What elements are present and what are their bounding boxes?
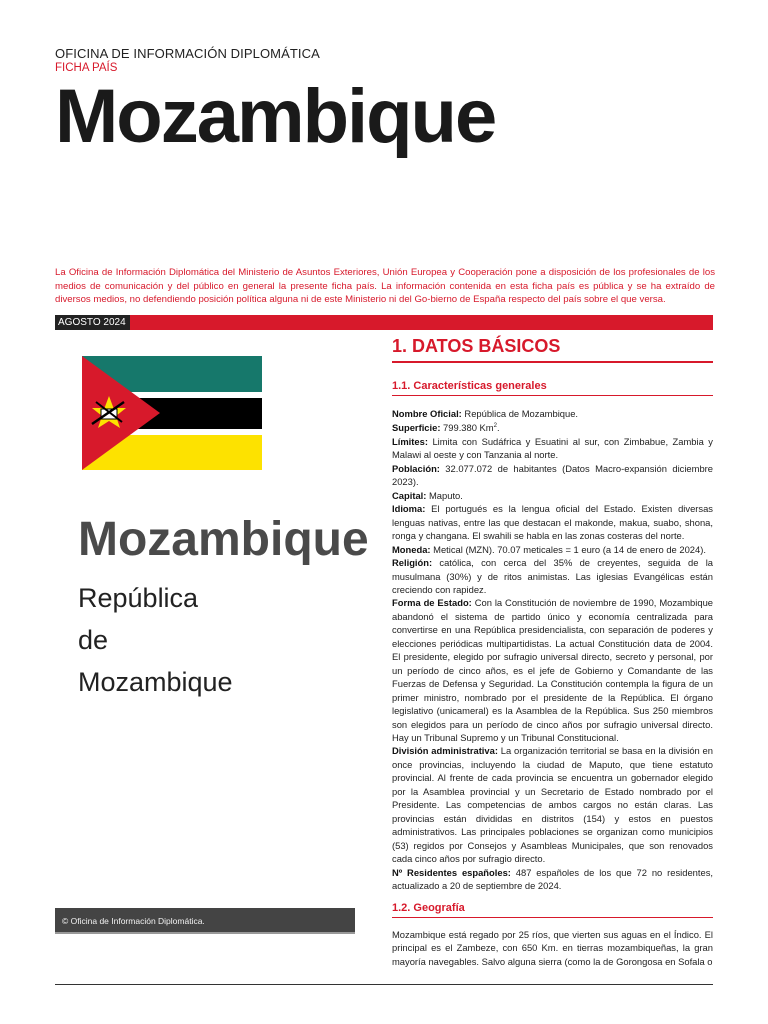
data-field-suffix: . [496, 422, 500, 434]
mozambique-flag [82, 356, 262, 470]
data-field [392, 744, 713, 865]
data-field-label: Forma de Estado: [392, 597, 472, 609]
data-field-value: El portugués es la lengua oficial del Estado. Existen diversas lenguas nativas, entre las que destacan el makonde, makua, suabo, shona, ronga y changana. El swahili se habla en las zonas costeras del norte. [392, 503, 713, 542]
data-field-value: Maputo. [426, 489, 463, 501]
data-field [392, 489, 713, 502]
subsection-title-geography: 1.2. Geografía [392, 902, 465, 914]
data-field-value: 32.077.072 de habitantes (Datos Macro-expansión diciembre 2023). [392, 462, 713, 488]
disclaimer-text: La Oficina de Información Diplomática del Ministerio de Asuntos Exteriores, Unión Europea y Cooperación pone a disposición de los profesionales de los medios de comunicación y del público en general la presente ficha país. La información contenida en esta ficha país es pública y se ha extraído de diversos medios, no defendiendo posición política alguna ni de este Ministerio ni del Go-bierno de España respecto del país sobre el que versa. [55, 267, 715, 306]
data-field-label: Población: [392, 462, 440, 474]
section-title: 1. DATOS BÁSICOS [392, 336, 561, 356]
subsection-title-general: 1.1. Características generales [392, 380, 547, 392]
data-field [392, 407, 713, 420]
data-field-label: Límites: [392, 436, 428, 448]
data-field-label: Religión: [392, 557, 433, 569]
data-field [392, 866, 713, 893]
data-field [392, 556, 713, 596]
data-field-label: Nº Residentes españoles: [392, 866, 511, 878]
data-field-superscript: 2 [493, 423, 497, 430]
copyright-box: © Oficina de Información Diplomática. [55, 908, 355, 934]
data-field [392, 420, 713, 435]
official-name-line-2: de [78, 625, 109, 655]
basic-data-list [392, 407, 713, 892]
data-field-value: Limita con Sudáfrica y Esuatini al sur, con Zimbabue, Zambia y Malawi al oeste y con Tanzania al norte. [392, 436, 713, 461]
data-field-value: 487 españoles de los que 72 no residentes, actualizado a 20 de septiembre de 2024. [392, 866, 713, 891]
country-name: Mozambique [78, 513, 369, 566]
data-field [392, 596, 713, 744]
data-field-value: Metical (MZN). 70.07 meticales = 1 euro (a 14 de enero de 2024). [430, 543, 706, 555]
data-field-label: Idioma: [392, 503, 426, 515]
section-rule [392, 361, 713, 363]
date-bar [55, 315, 713, 330]
data-field [392, 502, 713, 542]
data-field-label: Capital: [392, 489, 427, 501]
data-field [392, 462, 713, 489]
data-field-label: Superficie: [392, 422, 441, 434]
date-label: AGOSTO 2024 [55, 315, 130, 330]
data-field-value: 799.380 Km [440, 422, 494, 434]
official-name-line-1: República [78, 583, 199, 613]
data-field-value: Con la Constitución de noviembre de 1990, Mozambique abandonó el sistema de partido único y economía centralizada para convertirse en una República presidencialista, con separación de poderes y elecciones periódicas multipartidistas. La actual Constitución data de 2004. El presidente, elegido por sufragio universal directo, secreto y personal, por un período de cinco años, es el jefe de Gobierno y Comandante de las Fuerzas de Defensa y Seguridad. La Constitución contempla la figura de un primer ministro, nombrado por el presidente de la República. El órgano legislativo (unicameral) es la Asamblea de la República. Sus 250 miembros son elegidos para un período de cinco años por sufragio universal directo. Hay un Tribunal Supremo y un Tribunal Constitucional. [392, 597, 713, 743]
office-label: OFICINA DE INFORMACIÓN DIPLOMÁTICA [55, 46, 320, 61]
data-field-label: División administrativa: [392, 745, 498, 757]
page-title: Mozambique [55, 74, 496, 159]
geography-text: Mozambique está regado por 25 ríos, que vierten sus aguas en el Índico. El principal es el Zambeze, con 650 Km. en tierras mozambiqueñas, la gran mayoría navegables. Salvo alguna sierra (como la de Gorongosa en Sofala o [392, 929, 713, 967]
data-field-label: Moneda: [392, 543, 431, 555]
data-field [392, 435, 713, 462]
official-name-line-3: Mozambique [78, 667, 233, 697]
data-field-label: Nombre Oficial: [392, 408, 462, 419]
data-field-value: La organización territorial se basa en la división en once provincias, incluyendo la ciudad de Maputo, que tiene estatuto provincial. Al frente de cada provincia se encuentra un gobernador elegido por la Asamblea provincial y un Secretario de Estado nombrado por el Presidente. Las competencias de ambos cargos no están claras. Las provincias están divididas en distritos (154) y estos en puestos administrativos. Las principales poblaciones se organizan como municipios (53) regidos por Consejos y Asambleas Municipales, que son renovados cada cinco años por sufragio directo. [392, 745, 713, 865]
ficha-label: FICHA PAÍS [55, 62, 118, 74]
data-field-value: República de Mozambique. [461, 408, 579, 419]
data-field [392, 543, 713, 556]
subsection-rule [392, 395, 713, 396]
footer-rule [55, 984, 713, 985]
data-field-value: católica, con cerca del 35% de creyentes, seguida de la musulmana (30%) y de ritos animistas. Las iglesias Evangélicas están creciendo con rapidez. [392, 557, 713, 596]
subsection-rule [392, 917, 713, 918]
